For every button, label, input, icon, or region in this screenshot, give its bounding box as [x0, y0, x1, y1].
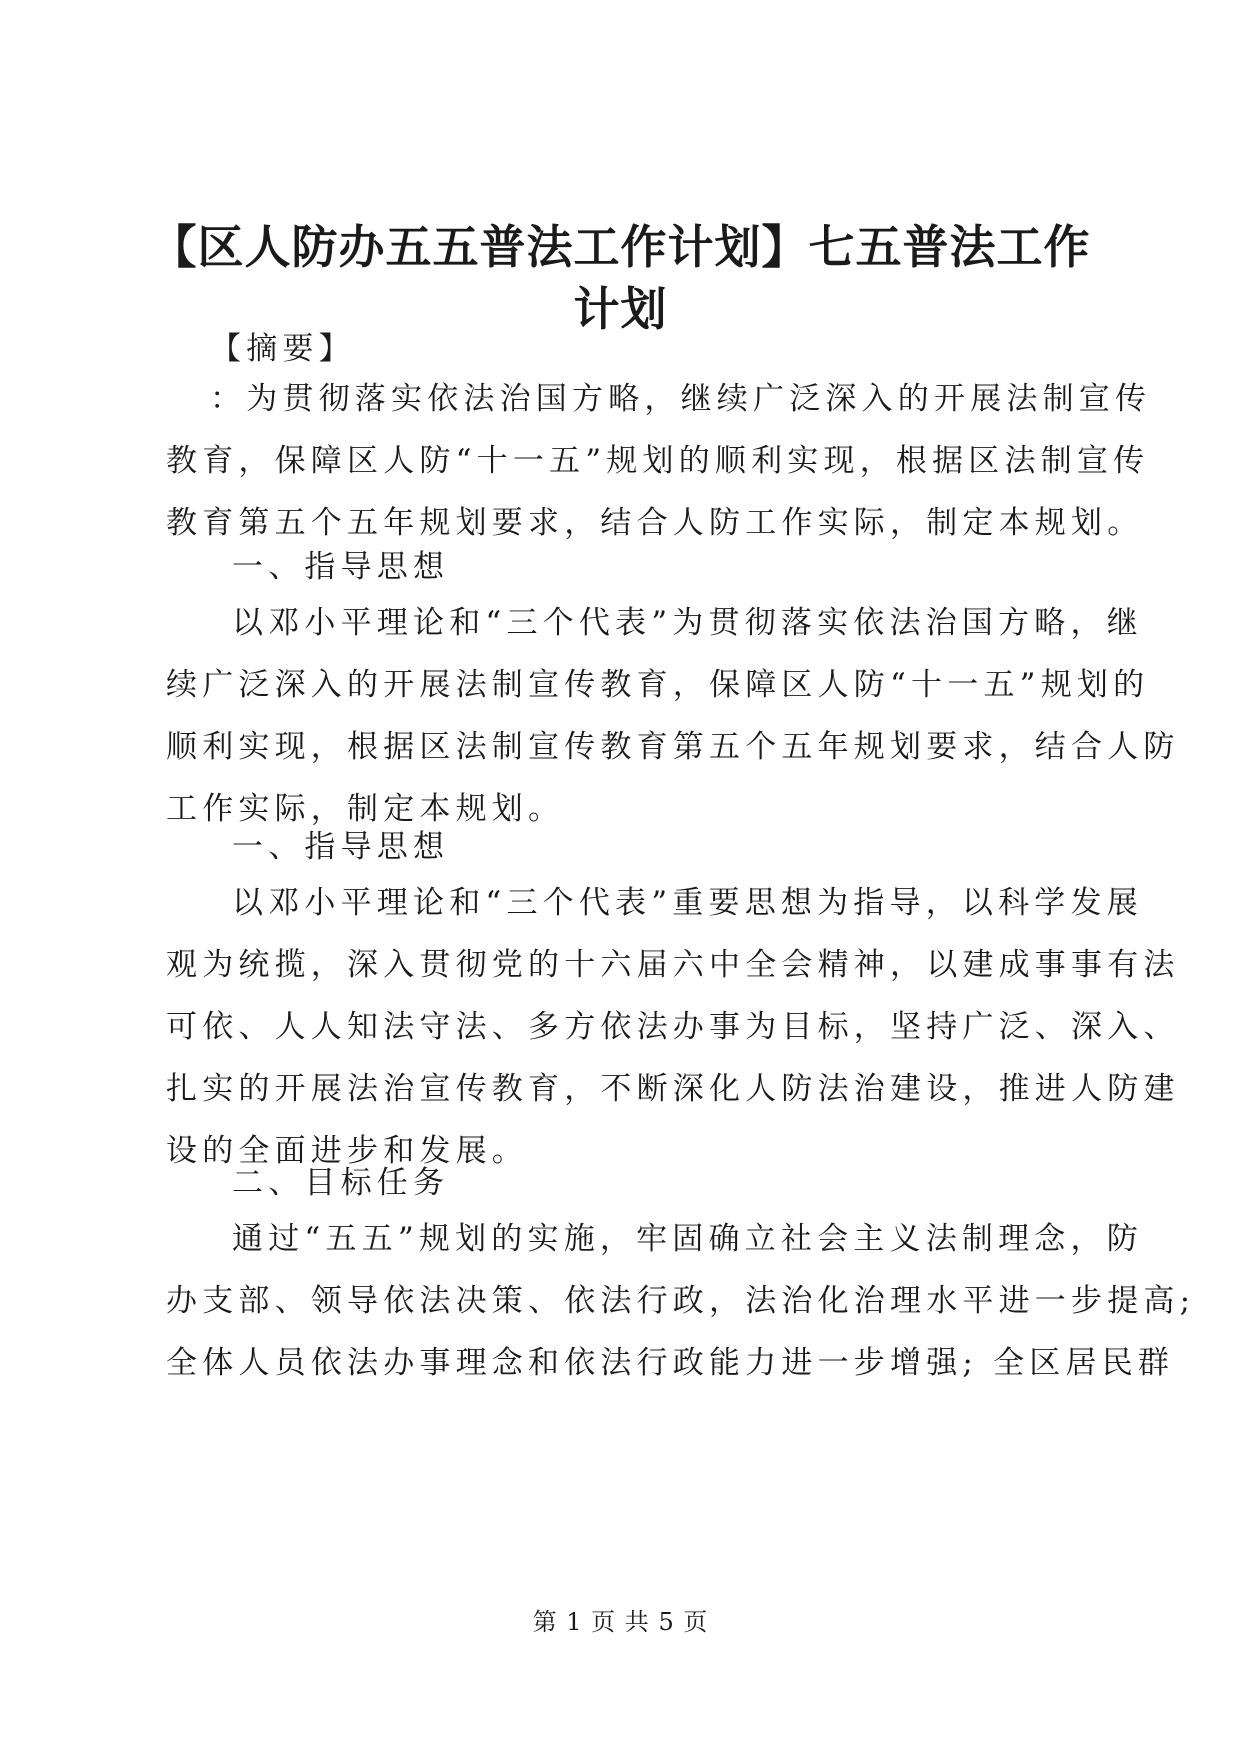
paragraph-line: 【摘要】	[210, 331, 355, 367]
paragraph-line: 以邓小平理论和“三个代表”重要思想为指导，以科学发展	[232, 885, 1143, 921]
paragraph-line: 续广泛深入的开展法制宣传教育，保障区人防“十一五”规划的	[166, 667, 1150, 703]
document-title-line-1: 【区人防办五五普法工作计划】七五普法工作	[150, 220, 1091, 274]
document-title-line-2: 计划	[573, 282, 668, 336]
paragraph-line: 可依、人人知法守法、多方依法办事为目标，坚持广泛、深入、	[166, 1009, 1180, 1045]
paragraph-line: 教育，保障区人防“十一五”规划的顺利实现，根据区法制宣传	[166, 443, 1150, 479]
paragraph-line: 教育第五个五年规划要求，结合人防工作实际，制定本规划。	[166, 505, 1144, 541]
paragraph-line: 办支部、领导依法决策、依法行政，法治化治理水平进一步提高;	[166, 1283, 1196, 1319]
paragraph-line: 二、目标任务	[232, 1165, 450, 1201]
paragraph-line: 通过“五五”规划的实施，牢固确立社会主义法制理念，防	[232, 1221, 1143, 1257]
body-paragraph	[166, 592, 1180, 840]
paragraph-line: 全体人员依法办事理念和依法行政能力进一步增强; 全区居民群	[166, 1345, 1175, 1381]
paragraph-line: 扎实的开展法治宣传教育，不断深化人防法治建设，推进人防建	[166, 1071, 1180, 1107]
body-paragraph	[166, 1208, 1196, 1394]
paragraph-line: 一、指导思想	[232, 549, 450, 585]
paragraph-line: 以邓小平理论和“三个代表”为贯彻落实依法治国方略，继	[232, 605, 1143, 641]
paragraph-line: 工作实际，制定本规划。	[166, 791, 565, 827]
paragraph-line: 一、指导思想	[232, 829, 450, 865]
paragraph-line: 设的全面进步和发展。	[166, 1133, 528, 1169]
paragraph-line: 观为统揽，深入贯彻党的十六届六中全会精神，以建成事事有法	[166, 947, 1180, 983]
paragraph-line: 顺利实现，根据区法制宣传教育第五个五年规划要求，结合人防	[166, 729, 1180, 765]
page-number-footer: 第 1 页 共 5 页	[532, 1608, 709, 1636]
section-heading	[166, 536, 1086, 598]
section-heading	[166, 1152, 1086, 1214]
abstract-paragraph	[166, 368, 1152, 554]
section-heading	[166, 816, 1086, 878]
paragraph-line: ：为贯彻落实依法治国方略，继续广泛深入的开展法制宣传	[210, 381, 1152, 417]
body-paragraph	[166, 872, 1180, 1182]
